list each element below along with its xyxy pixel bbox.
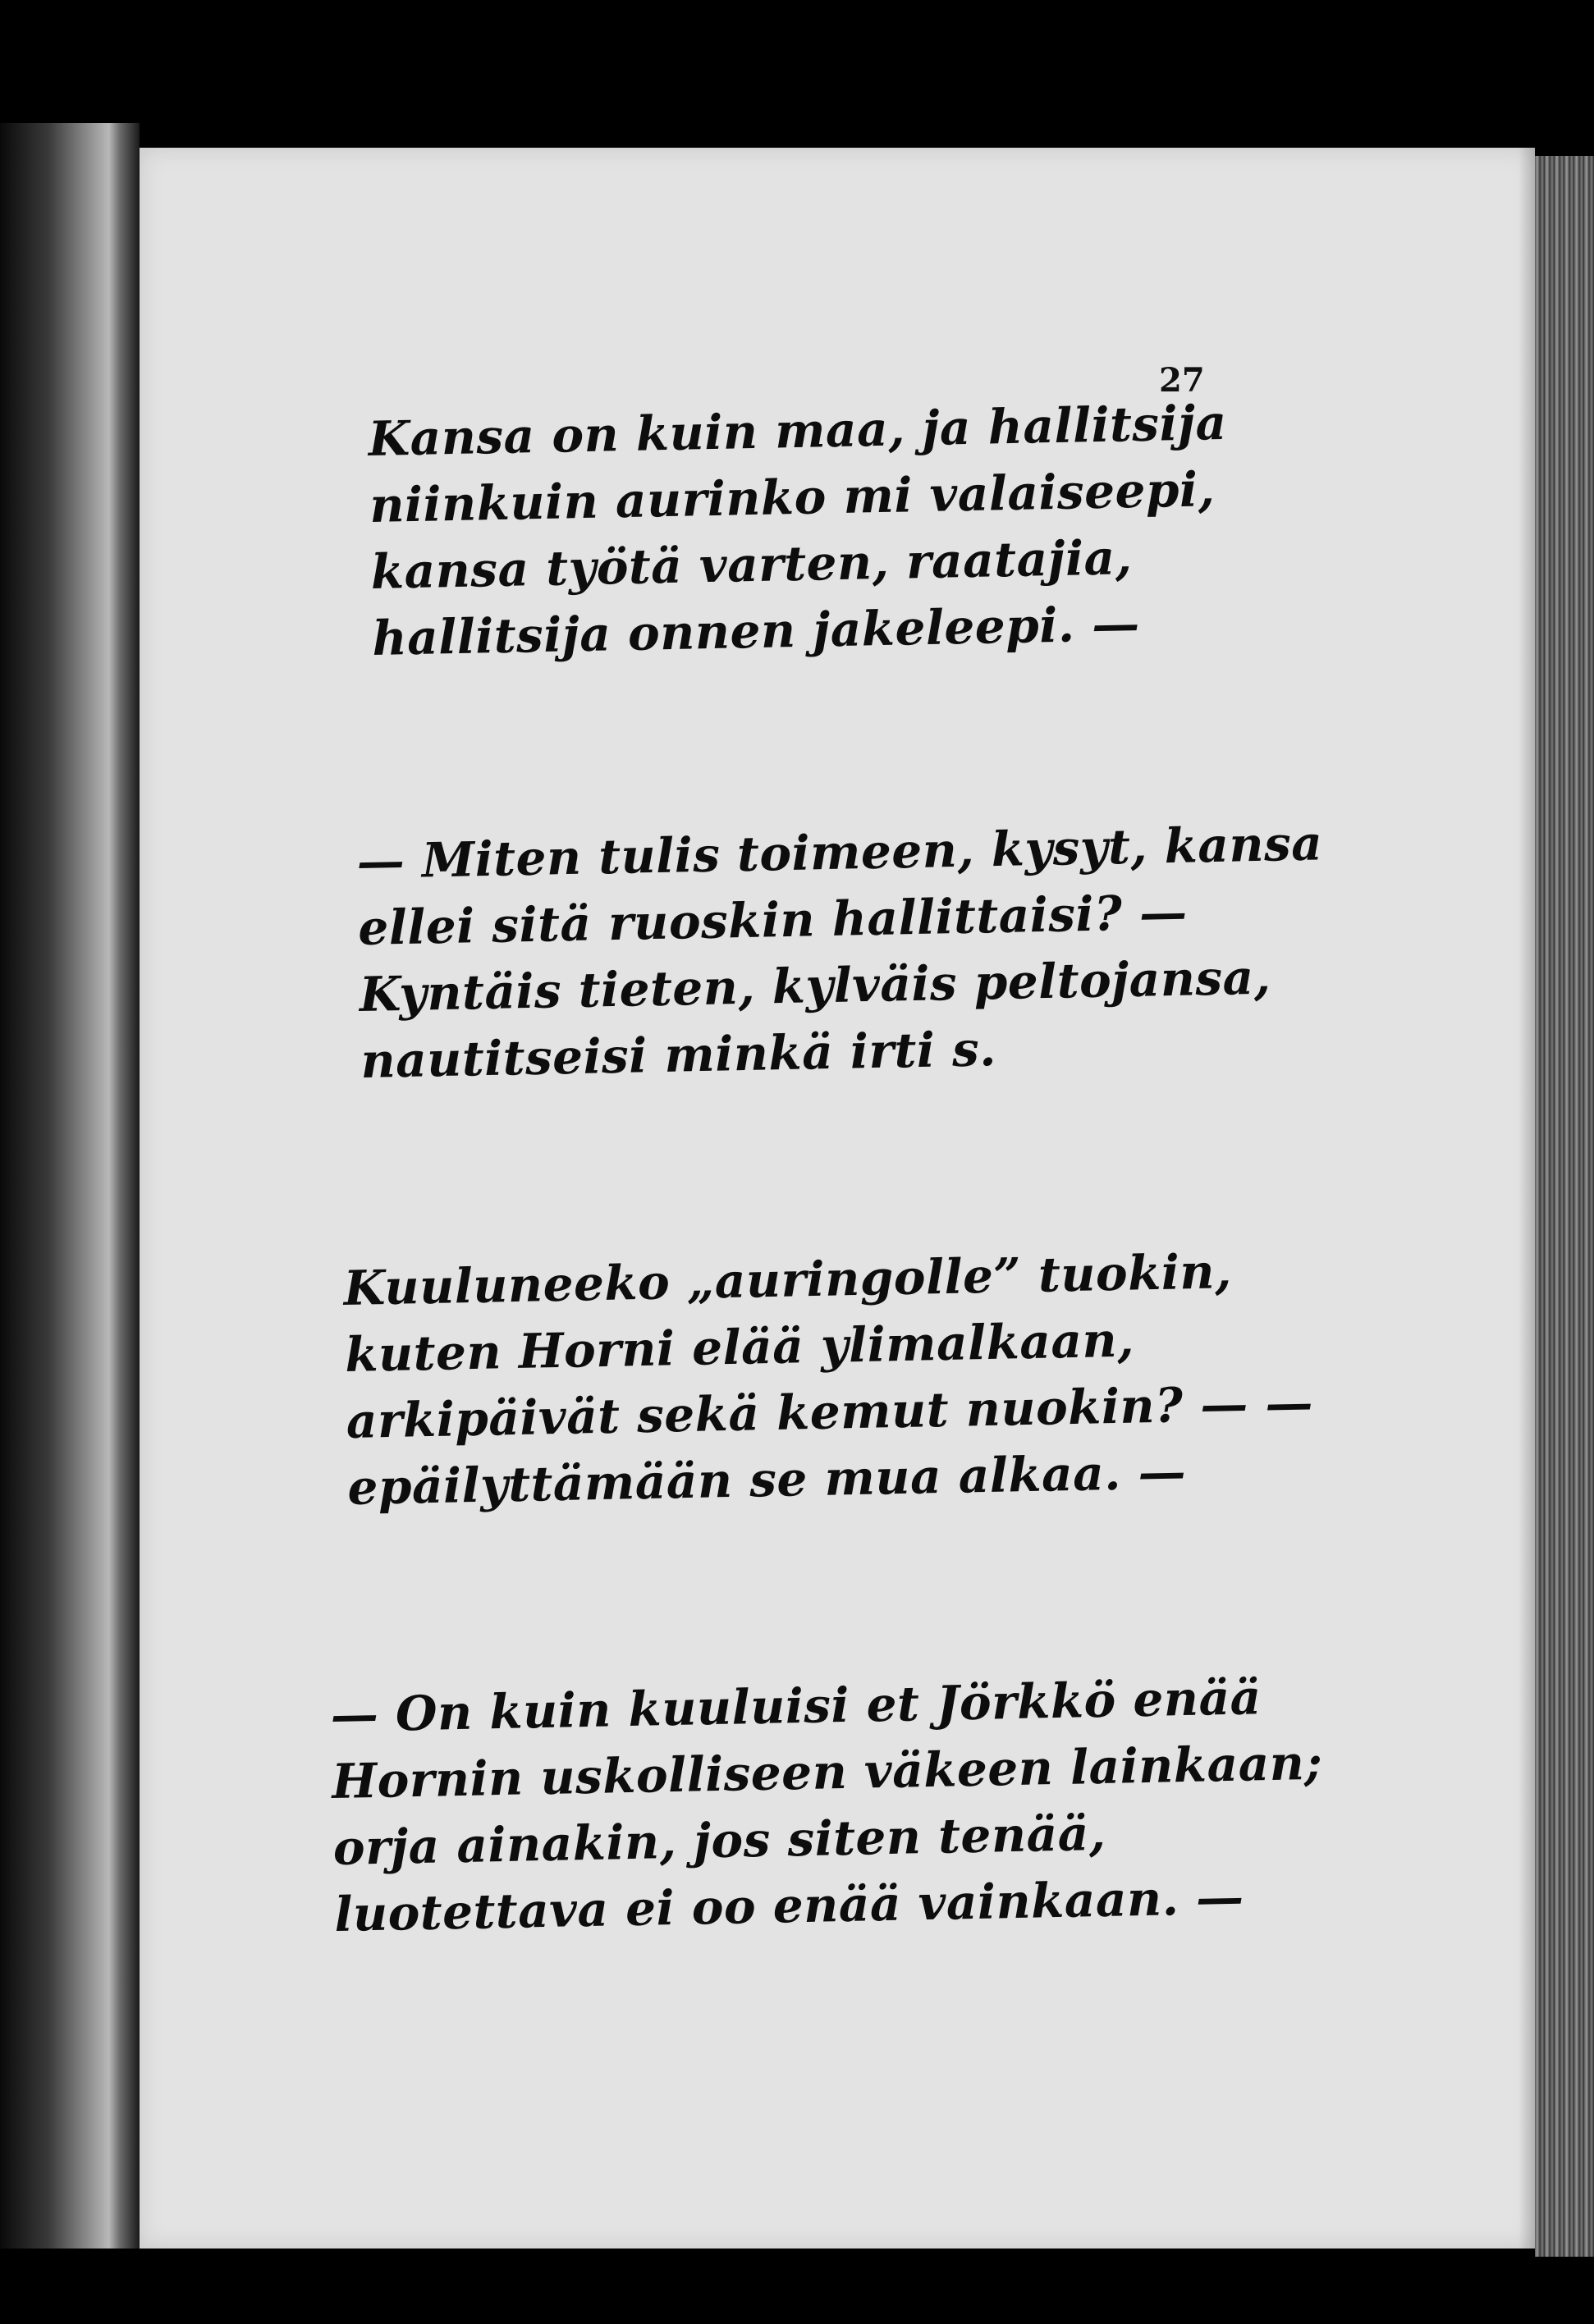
stanza (368, 390, 1231, 672)
verse-line: kuten Horni elää ylimalkaan, (344, 1311, 1135, 1383)
left-page-edge (0, 123, 140, 2249)
stanza (330, 1663, 1326, 1948)
verse-line: kansa työtä varten, raatajia, (370, 529, 1133, 600)
verse-line: nautitseisi minkä irti s. (360, 1021, 997, 1089)
verse-line: niinkuin aurinko mi valaiseepi, (369, 461, 1216, 533)
verse-line: — On kuin kuuluisi et Jörkkö enää (330, 1669, 1262, 1743)
verse-line: hallitsija onnen jakeleepi. — (371, 595, 1141, 666)
stanza (343, 1237, 1315, 1521)
verse-line: Kyntäis tieten, kylväis peltojansa, (359, 949, 1271, 1022)
verse-line: ellei sitä ruoskin hallittaisi? — (357, 884, 1189, 956)
verse-line: — Miten tulis toimeen, kysyt, kansa (356, 815, 1323, 890)
verse-line: arkipäivät sekä kemut nuokin? — — (346, 1375, 1314, 1449)
verse-line: epäilyttämään se mua alkaa. — (346, 1443, 1187, 1516)
verse-line: Hornin uskolliseen väkeen lainkaan; (331, 1734, 1323, 1809)
verse-line: Kuuluneeko „auringolle” tuokin, (343, 1243, 1233, 1316)
verse-line: Kansa on kuin maa, ja hallitsija (368, 394, 1228, 467)
page-number: 27 (1159, 361, 1205, 400)
verse-line: orja ainakin, jos siten tenää, (332, 1805, 1106, 1876)
page-stack-edge (1535, 156, 1594, 2257)
stanza (356, 810, 1327, 1095)
verse-line: luotettava ei oo enää vainkaan. — (333, 1869, 1245, 1942)
